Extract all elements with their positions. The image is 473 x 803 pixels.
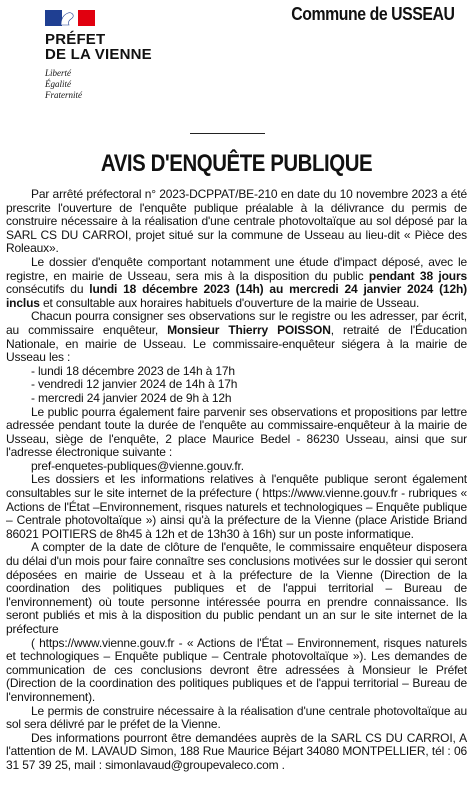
prefet-logo-text: [45, 32, 152, 62]
marianne-icon: [57, 12, 77, 26]
header: [0, 0, 473, 120]
motto: [45, 68, 82, 101]
divider: [190, 133, 265, 134]
notice-title-text: AVIS D'ENQUÊTE PUBLIQUE: [100, 150, 373, 177]
permanence-item: - mercredi 24 janvier 2024 de 9h à 12h: [31, 390, 232, 405]
motto-egalite: Égalité: [45, 79, 71, 89]
motto-liberte: Liberté: [45, 68, 71, 78]
commissaire-name: Monsieur Thierry POISSON: [167, 322, 331, 337]
p2-dates: lundi 18 décembre 2023 (14h) au mercredi 24 janvier 2024 (12h) inclus: [6, 282, 467, 310]
paragraph-arrete: Par arrêté préfectoral n° 2023-DCPPAT/BE-210 en date du 10 novembre 2023 a été prescrite l'ouverture de l'enquête publique préalable à la délivrance du permis de construire nécessaire à la réalisation d'une centrale photovoltaïque au sol déposé par la SARL CS DU CARROI, projet situé sur la commune de Usseau au lieu-dit « Pièce des Roleaux».: [6, 187, 467, 256]
prefet-line2: DE LA VIENNE: [45, 46, 152, 63]
notice-body: [6, 188, 467, 773]
paragraph-consultation: Les dossiers et les informations relatives à l'enquête publique seront également consultables sur le site internet de la préfecture ( https://www.vienne.gouv.fr - rubriques « Actions de l'État –Environnement, risques naturels et technologiques – Enquête publique – Centrale photovoltaïque ») ainsi qu'à la préfecture de la Vienne (place Aristide Briand 86021 POITIERS de 8h45 à 12h et de 13h30 à 16h) sur un poste informatique.: [6, 472, 467, 541]
commune-title: Commune de USSEAU: [291, 4, 455, 24]
notice-title: [0, 150, 473, 178]
p2-text-a: Le dossier d'enquête comportant notamment une étude d'impact déposé, avec le registre, en mairie de Usseau, sera mis à la disposition du public: [6, 254, 467, 283]
paragraph-contact: Des informations pourront être demandées auprès de la SARL CS DU CARROI, A l'attention de M. LAVAUD Simon, 188 Rue Maurice Béjart 34080 MONTPELLIER, tél : 06 31 57 39 25, mail : simonlavaud@groupevaleco.com .: [6, 730, 467, 772]
prefet-line1: PRÉFET: [45, 31, 106, 48]
paragraph-courrier: Le public pourra également faire parvenir ses observations et propositions par lettre adressée pendant toute la durée de l'enquête au commissaire-enquêteur à la mairie de Usseau, siège de l'enquête, 2 place Maurice Bedel - 86230 Usseau, ainsi que sur l'adresse électronique suivante :: [6, 404, 467, 460]
motto-fraternite: Fraternité: [45, 90, 82, 100]
paragraph-communication: ( https://www.vienne.gouv.fr - « Actions de l'État – Environnement, risques naturels et technologiques – Enquête publique – Centrale photovoltaïque »). Les demandes de communication de ces conclusions devront être adressées à Monsieur le Préfet (Direction de la coordination des politiques publiques et de l'appui territorial – Bureau de l'environnement).: [6, 635, 467, 704]
permanence-item: - lundi 18 décembre 2023 de 14h à 17h: [31, 363, 235, 378]
p2-text-c: consécutifs du: [6, 282, 90, 297]
p3-text-c: , retraité de l'Éducation Nationale, en mairie de Usseau. Le commissaire-enquêteur siégera à la mairie de Usseau les :: [6, 322, 467, 365]
republic-flag-logo: [45, 10, 95, 26]
p2-text-d: et consultable aux horaires habituels d'ouverture de la mairie de Usseau.: [39, 295, 420, 310]
p3-text-a: Chacun pourra consigner ses observations sur le registre ou les adresser, par écrit, au commissaire enquêteur,: [6, 309, 467, 337]
email-address: pref-enquetes-publiques@vienne.gouv.fr.: [31, 458, 244, 473]
paragraph-cloture: A compter de la date de clôture de l'enquête, le commissaire enquêteur disposera du délai d'un mois pour faire connaître ses conclusions motivées sur le dossier qui seront déposées en mairie de Usseau et à la préfecture de la Vienne (Direction de la coordination des politiques publiques et de l'appui territorial – Bureau de l'environnement) où toute personne intéressée pourra en prendre connaissance. Ils seront publiés et mis à la disposition du public pendant un an sur le site internet de la préfecture: [6, 540, 467, 636]
paragraph-commissaire: [6, 310, 467, 364]
paragraph-permis: Le permis de construire nécessaire à la réalisation d'une centrale photovoltaïque au sol sera délivré par le préfet de la Vienne.: [6, 703, 467, 732]
p2-duration: pendant 38 jours: [368, 268, 467, 283]
permanence-item: - vendredi 12 janvier 2024 de 14h à 17h: [31, 377, 238, 392]
paragraph-dossier: [6, 256, 467, 310]
